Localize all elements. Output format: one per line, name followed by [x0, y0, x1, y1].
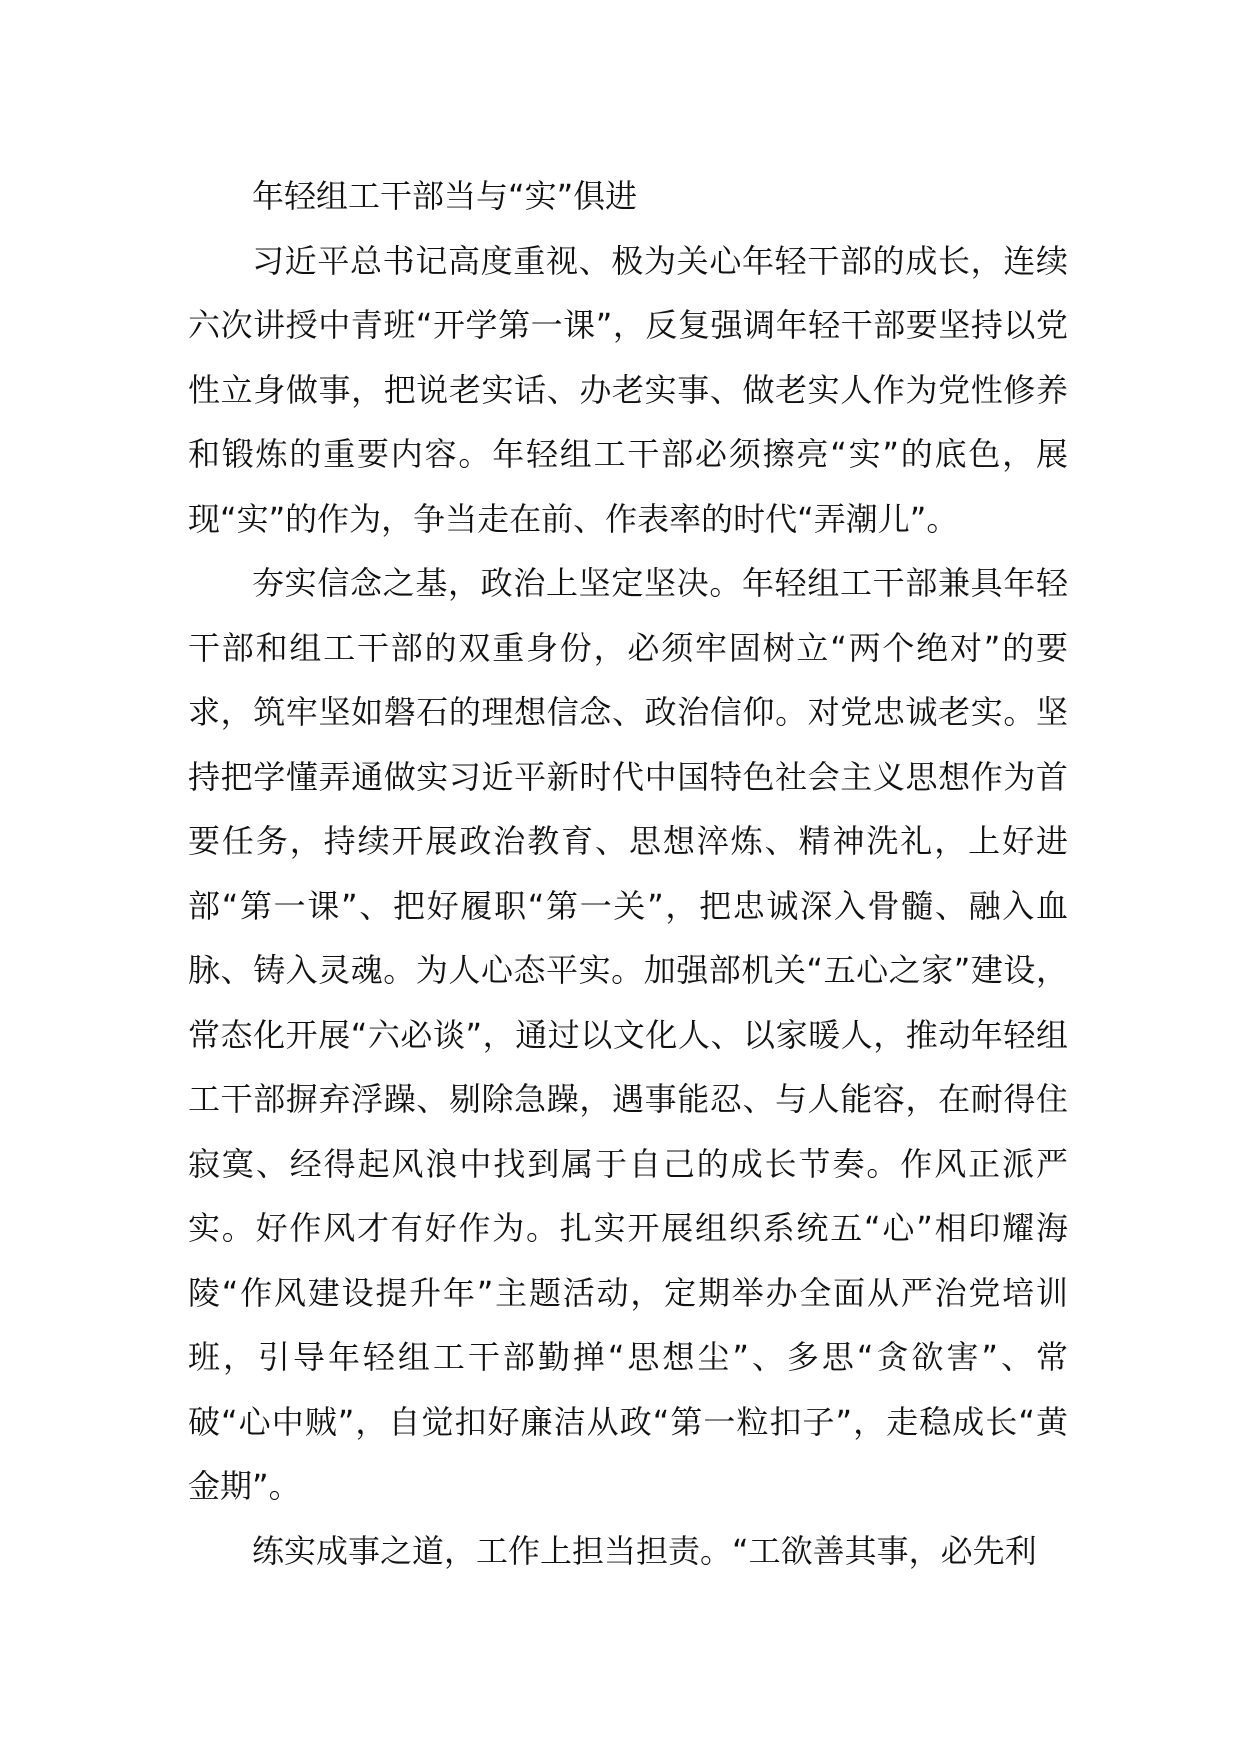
paragraph-intro: 习近平总书记高度重视、极为关心年轻干部的成长，连续六次讲授中青班“开学第一课”，反复强调年轻干部要坚持以党性立身做事，把说老实话、办老实事、做老实人作为党性修养和锻炼的重要内容。年轻组工干部必须擦亮“实”的底色，展现“实”的作为，争当走在前、作表率的时代“弄潮儿”。: [188, 241, 1068, 538]
document-title: 年轻组工干部当与“实”俱进: [252, 177, 638, 215]
paragraph-work: 练实成事之道，工作上担当担责。“工欲善其事，必先利: [252, 1531, 1037, 1570]
paragraph-belief: 夯实信念之基，政治上坚定坚决。年轻组工干部兼具年轻干部和组工干部的双重身份，必须牢固树立“两个绝对”的要求，筑牢坚如磐石的理想信念、政治信仰。对党忠诚老实。坚持把学懂弄通做实习近平新时代中国特色社会主义思想作为首要任务，持续开展政治教育、思想淬炼、精神洗礼，上好进部“第一课”、把好履职“第一关”，把忠诚深入骨髓、融入血脉、铸入灵魂。为人心态平实。加强部机关“五心之家”建设，常态化开展“六必谈”，通过以文化人、以家暖人，推动年轻组工干部摒弃浮躁、剔除急躁，遇事能忍、与人能容，在耐得住寂寞、经得起风浪中找到属于自己的成长节奏。作风正派严实。好作风才有好作为。扎实开展组织系统五“心”相印耀海陵“作风建设提升年”主题活动，定期举办全面从严治党培训班，引导年轻组工干部勤掸“思想尘”、多思“贪欲害”、常破“心中贼”，自觉扣好廉洁从政“第一粒扣子”，走稳成长“黄金期”。: [188, 564, 1068, 1505]
document-body: [188, 164, 1068, 1583]
